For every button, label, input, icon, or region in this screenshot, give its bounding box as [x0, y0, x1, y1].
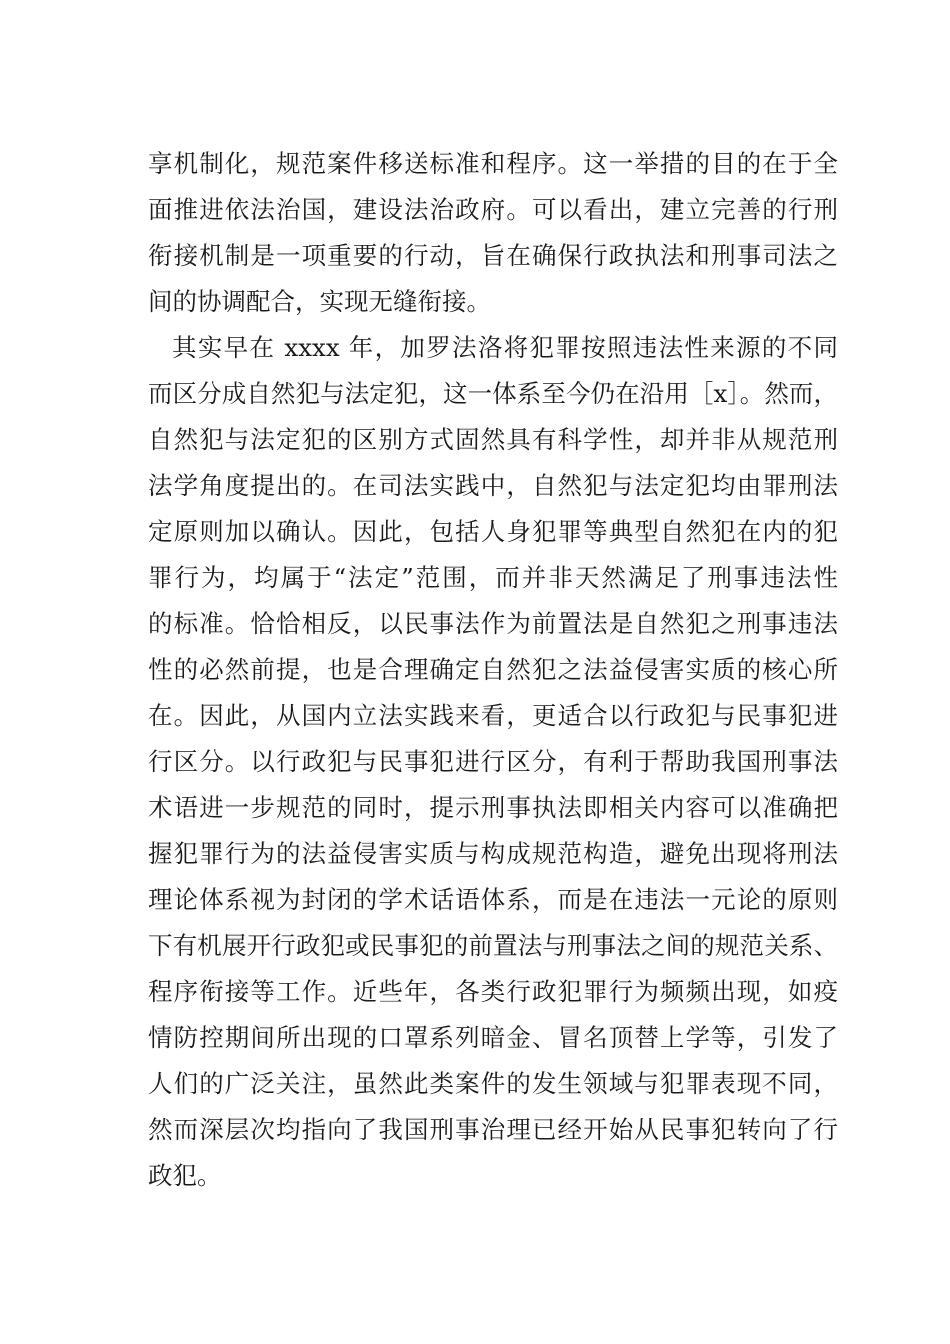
text-line: 间的协调配合，实现无缝衔接。 [148, 287, 491, 316]
text-line: 下有机展开行政犯或民事犯的前置法与刑事法之间的规范关系、 [148, 931, 838, 960]
text-line: 术语进一步规范的同时，提示刑事执法即相关内容可以准确把 [148, 793, 838, 822]
text-line: 握犯罪行为的法益侵害实质与构成规范构造，避免出现将刑法 [148, 839, 838, 868]
text-line: 在。因此，从国内立法实践来看，更适合以行政犯与民事犯进 [148, 701, 838, 730]
text-line: 罪行为，均属于“法定”范围，而并非天然满足了刑事违法性 [148, 563, 838, 592]
text-line: 理论体系视为封闭的学术话语体系，而是在违法一元论的原则 [148, 885, 838, 914]
text-line: 其实早在 xxxx 年，加罗法洛将犯罪按照违法性来源的不同 [172, 333, 838, 362]
text-line: 程序衔接等工作。近些年，各类行政犯罪行为频频出现，如疫 [148, 977, 838, 1006]
text-line: 政犯。 [148, 1161, 222, 1190]
text-line: 享机制化，规范案件移送标准和程序。这一举措的目的在于全 [148, 149, 838, 178]
text-line: 人们的广泛关注，虽然此类案件的发生领域与犯罪表现不同， [148, 1069, 838, 1098]
text-line: 衔接机制是一项重要的行动，旨在确保行政执法和刑事司法之 [148, 241, 838, 270]
text-line: 而区分成自然犯与法定犯，这一体系至今仍在沿用［x］。然而， [148, 379, 838, 408]
text-line: 自然犯与法定犯的区别方式固然具有科学性，却并非从规范刑 [148, 425, 838, 454]
text-line: 性的必然前提，也是合理确定自然犯之法益侵害实质的核心所 [148, 655, 838, 684]
text-line: 行区分。以行政犯与民事犯进行区分，有利于帮助我国刑事法 [148, 747, 838, 776]
text-line: 面推进依法治国，建设法治政府。可以看出，建立完善的行刑 [148, 195, 838, 224]
body-text [148, 141, 838, 1199]
text-line: 定原则加以确认。因此，包括人身犯罪等典型自然犯在内的犯 [148, 517, 838, 546]
text-line: 然而深层次均指向了我国刑事治理已经开始从民事犯转向了行 [148, 1115, 838, 1144]
text-line: 情防控期间所出现的口罩系列暗金、冒名顶替上学等，引发了 [148, 1023, 838, 1052]
paragraph-1 [148, 141, 838, 325]
text-line: 法学角度提出的。在司法实践中，自然犯与法定犯均由罪刑法 [148, 471, 838, 500]
paragraph-2 [148, 325, 838, 1199]
text-line: 的标准。恰恰相反，以民事法作为前置法是自然犯之刑事违法 [148, 609, 838, 638]
